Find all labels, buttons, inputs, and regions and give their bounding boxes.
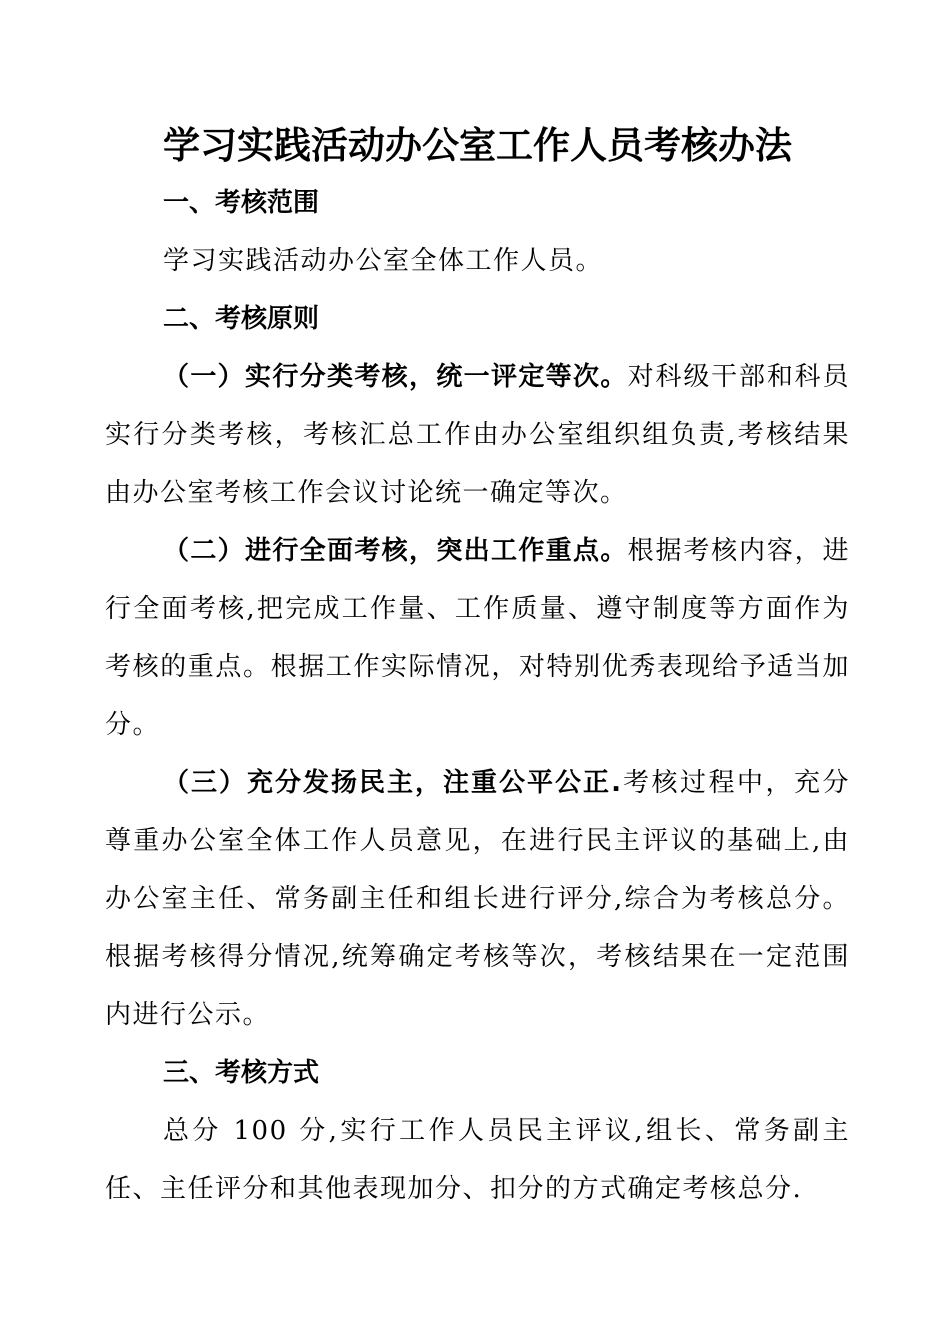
principle-1-text: 对科级干部和科员实行分类考核，考核汇总工作由办公室组织组负责,考核结果由办公室考核工作会议讨论统一确定等次。 <box>105 362 850 508</box>
principle-2-text: 根据考核内容，进行全面考核,把完成工作量、工作质量、遵守制度等方面作为考核的重点。根据工作实际情况，对特别优秀表现给予适当加分。 <box>105 536 850 740</box>
principle-paragraph-3 <box>105 754 850 1044</box>
principle-paragraph-2 <box>105 522 850 754</box>
principle-1-lead: （一）实行分类考核，统一评定等次。 <box>163 362 628 392</box>
section-heading-scope: 一、考核范围 <box>163 188 320 218</box>
section-heading-method: 三、考核方式 <box>163 1058 320 1088</box>
principle-paragraph-1 <box>105 348 850 522</box>
principle-2-lead: （二）进行全面考核，突出工作重点。 <box>163 536 628 566</box>
document-page <box>105 118 850 1218</box>
section-heading-principles: 二、考核原则 <box>163 304 320 334</box>
principle-3-lead: （三）充分发扬民主，注重公平公正. <box>163 768 622 798</box>
principle-3-text: 考核过程中，充分尊重办公室全体工作人员意见，在进行民主评议的基础上,由办公室主任、常务副主任和组长进行评分,综合为考核总分。根据考核得分情况,统筹确定考核等次，考核结果在一定范围内进行公示。 <box>105 768 850 1030</box>
scope-paragraph: 学习实践活动办公室全体工作人员。 <box>163 246 604 276</box>
method-paragraph: 总分 100 分,实行工作人员民主评议,组长、常务副主任、主任评分和其他表现加分、扣分的方式确定考核总分. <box>105 1116 850 1204</box>
document-title: 学习实践活动办公室工作人员考核办法 <box>163 124 792 167</box>
